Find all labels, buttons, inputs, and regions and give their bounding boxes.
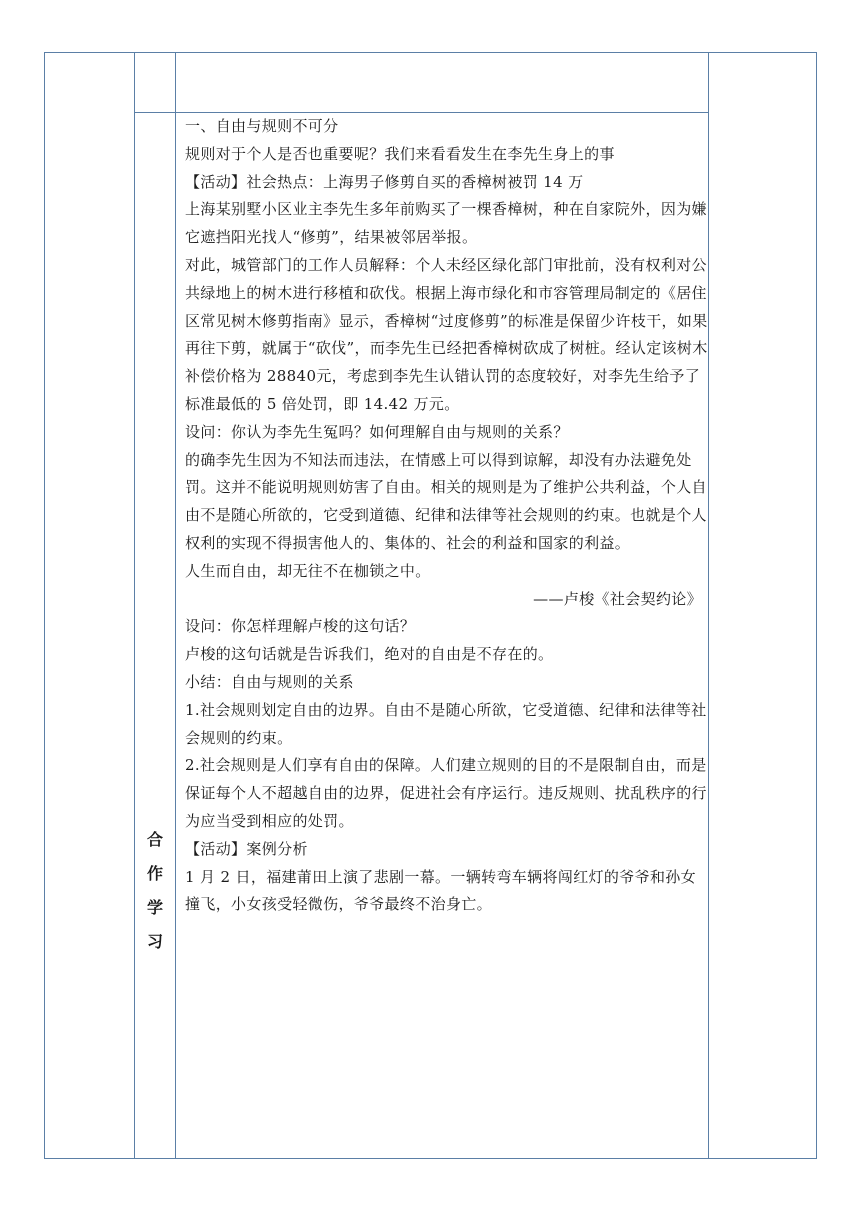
case-text: 上海某别墅小区业主李先生多年前购买了一棵香樟树，种在自家院外，因为嫌它遮挡阳光找人“修剪”，结果被邻居举报。 bbox=[185, 200, 707, 247]
question-text: 设问：你认为李先生冤吗？如何理解自由与规则的关系？ bbox=[185, 422, 569, 441]
section-heading: 一、自由与规则不可分 bbox=[185, 117, 339, 135]
section-label-char: 学 bbox=[146, 898, 163, 917]
section-label-char: 作 bbox=[146, 864, 163, 883]
summary-point: 1.社会规则划定自由的边界。自由不是随心所欲，它受道德、纪律和法律等社会规则的约束。 bbox=[185, 700, 707, 747]
quote-source: ——卢梭《社会契约论》 bbox=[533, 589, 702, 608]
answer-text: 的确李先生因为不知法而违法，在情感上可以得到谅解，却没有办法避免处罚。这并不能说明规则妨害了自由。相关的规则是为了维护公共利益，个人自由不是随心所欲的，它受到道德、纪律和法律等社会规则的约束。也就是个人权利的实现不得损害他人的、集体的、社会的利益和国家的利益。 bbox=[185, 450, 707, 552]
column-divider bbox=[175, 53, 176, 1158]
activity-title: 【活动】社会热点：上海男子修剪自买的香樟树被罚 14 万 bbox=[185, 172, 584, 191]
official-text: 对此，城管部门的工作人员解释：个人未经区绿化部门审批前，没有权利对公共绿地上的树木进行移植和砍伐。根据上海市绿化和市容管理局制定的《居住区常见树木修剪指南》显示，香樟树“过度修剪”的标准是保留少许枝干，如果再往下剪，就属于“砍伐”，而李先生已经把香樟树砍成了树桩。经认定该树木补偿价格为 28840元，考虑到李先生认错认罚的态度较好，对李先生给予了标准最低的 5 倍处罚，即 14.42 万元。 bbox=[185, 255, 708, 413]
answer-text: 卢梭的这句话就是告诉我们，绝对的自由是不存在的。 bbox=[185, 645, 554, 664]
case-text: 1 月 2 日，福建莆田上演了悲剧一幕。一辆转弯车辆将闯红灯的爷爷和孙女撞飞，小女孩受轻微伤，爷爷最终不治身亡。 bbox=[185, 867, 696, 914]
summary-title: 小结：自由与规则的关系 bbox=[185, 672, 354, 691]
column-divider bbox=[134, 53, 135, 1158]
intro-text: 规则对于个人是否也重要呢？我们来看看发生在李先生身上的事 bbox=[185, 144, 615, 163]
section-label-char: 合 bbox=[146, 830, 163, 849]
lesson-table bbox=[44, 52, 817, 1159]
activity-title: 【活动】案例分析 bbox=[185, 839, 308, 858]
lesson-content bbox=[185, 113, 710, 919]
section-label bbox=[135, 823, 175, 959]
quote-text: 人生而自由，却无往不在枷锁之中。 bbox=[185, 561, 431, 580]
question-text: 设问：你怎样理解卢梭的这句话？ bbox=[185, 617, 416, 636]
section-label-char: 习 bbox=[146, 932, 163, 951]
summary-point: 2.社会规则是人们享有自由的保障。人们建立规则的目的不是限制自由，而是保证每个人不超越自由的边界，促进社会有序运行。违反规则、扰乱秩序的行为应当受到相应的处罚。 bbox=[185, 756, 707, 830]
